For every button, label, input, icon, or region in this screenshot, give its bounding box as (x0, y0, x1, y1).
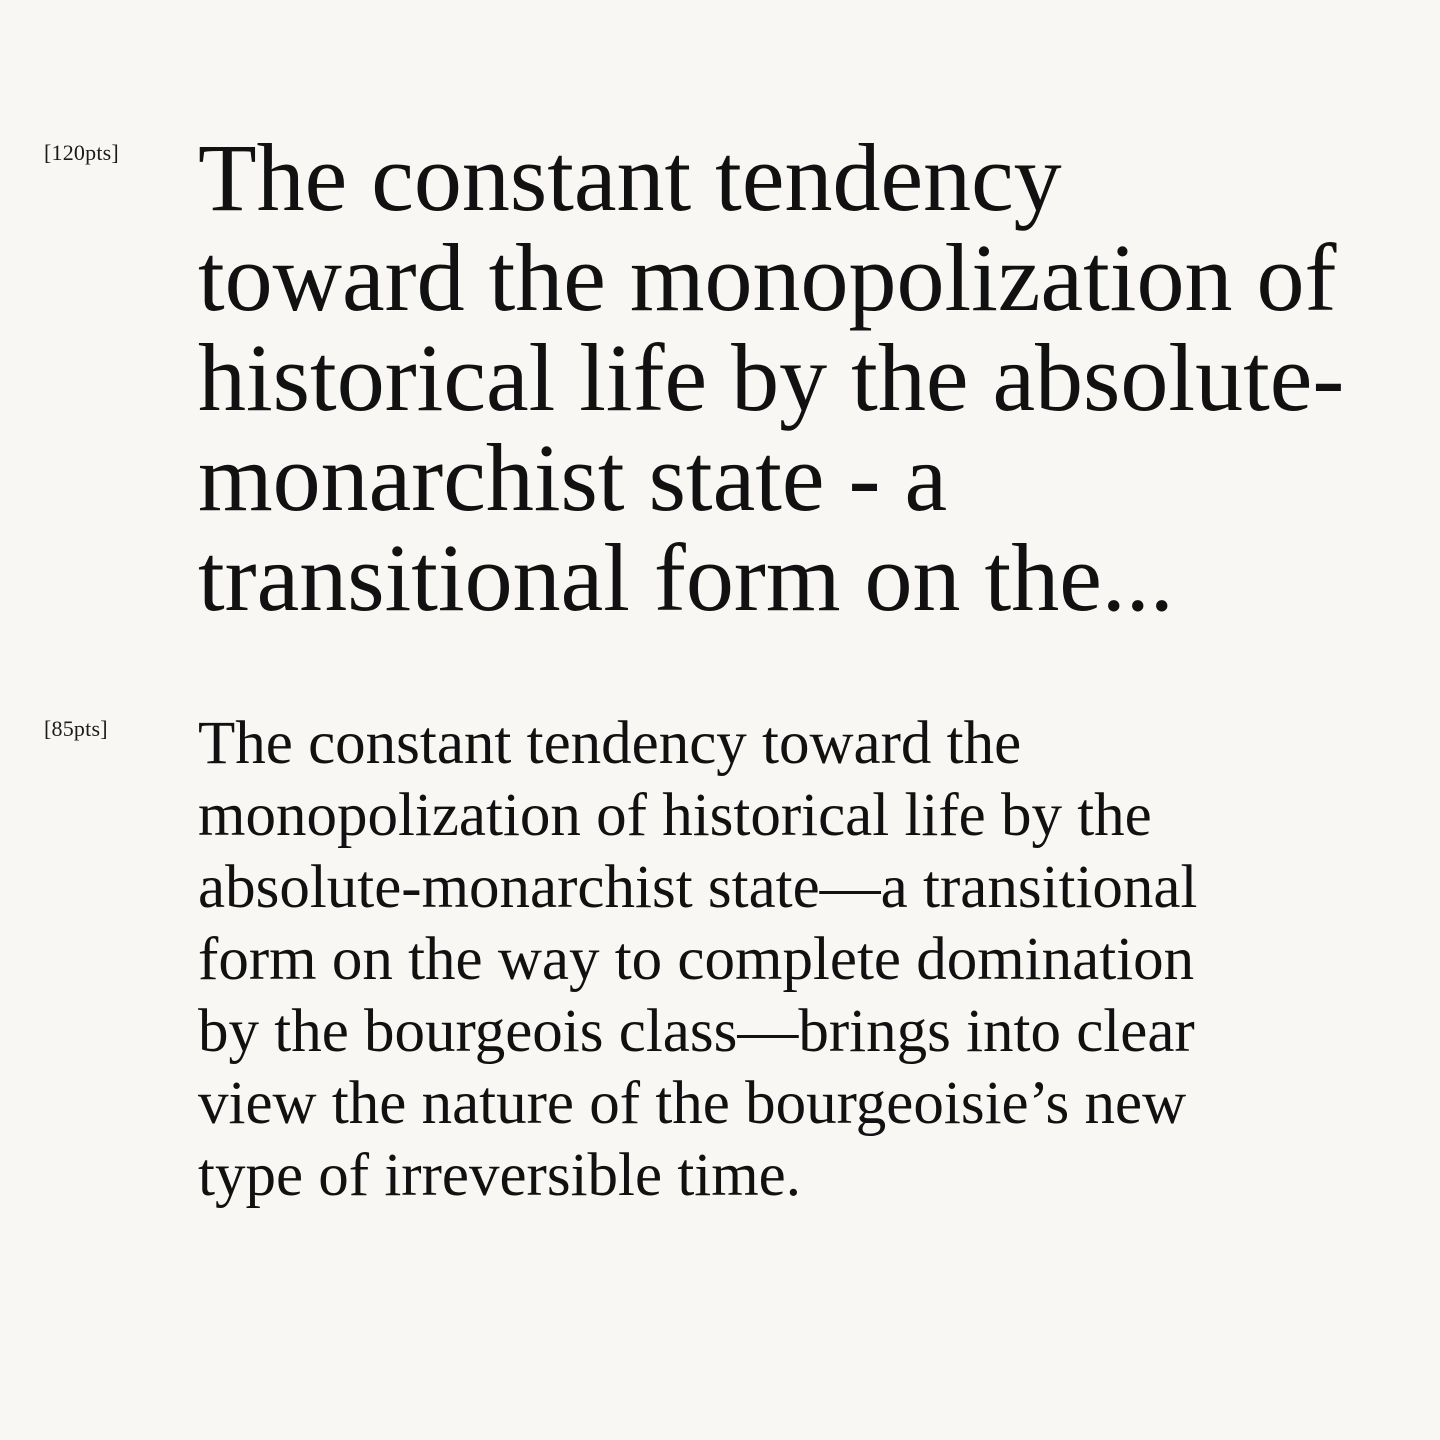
specimen-line: monarchist state - a (198, 424, 948, 531)
specimen-line: form on the way to complete domination (198, 926, 1195, 993)
specimen-line: type of irreversible time. (198, 1142, 802, 1209)
specimen-text-85pts (198, 708, 1197, 1212)
specimen-line: The constant tendency (198, 124, 1062, 231)
specimen-line: monopolization of historical life by the (198, 782, 1152, 849)
size-label-85pts: [85pts] (44, 716, 108, 741)
size-label-120pts: [120pts] (44, 140, 119, 165)
specimen-line: toward the monopolization of (198, 224, 1337, 331)
specimen-line: by the bourgeois class—brings into clear (198, 998, 1195, 1065)
specimen-text-120pts (198, 124, 1345, 631)
specimen-line: view the nature of the bourgeoisie’s new (198, 1070, 1187, 1137)
specimen-line: The constant tendency toward the (198, 710, 1022, 777)
specimen-line: transitional form on the... (198, 524, 1174, 631)
specimen-line: absolute-monarchist state—a transitional (198, 854, 1198, 921)
specimen-line: historical life by the absolute- (198, 324, 1345, 431)
